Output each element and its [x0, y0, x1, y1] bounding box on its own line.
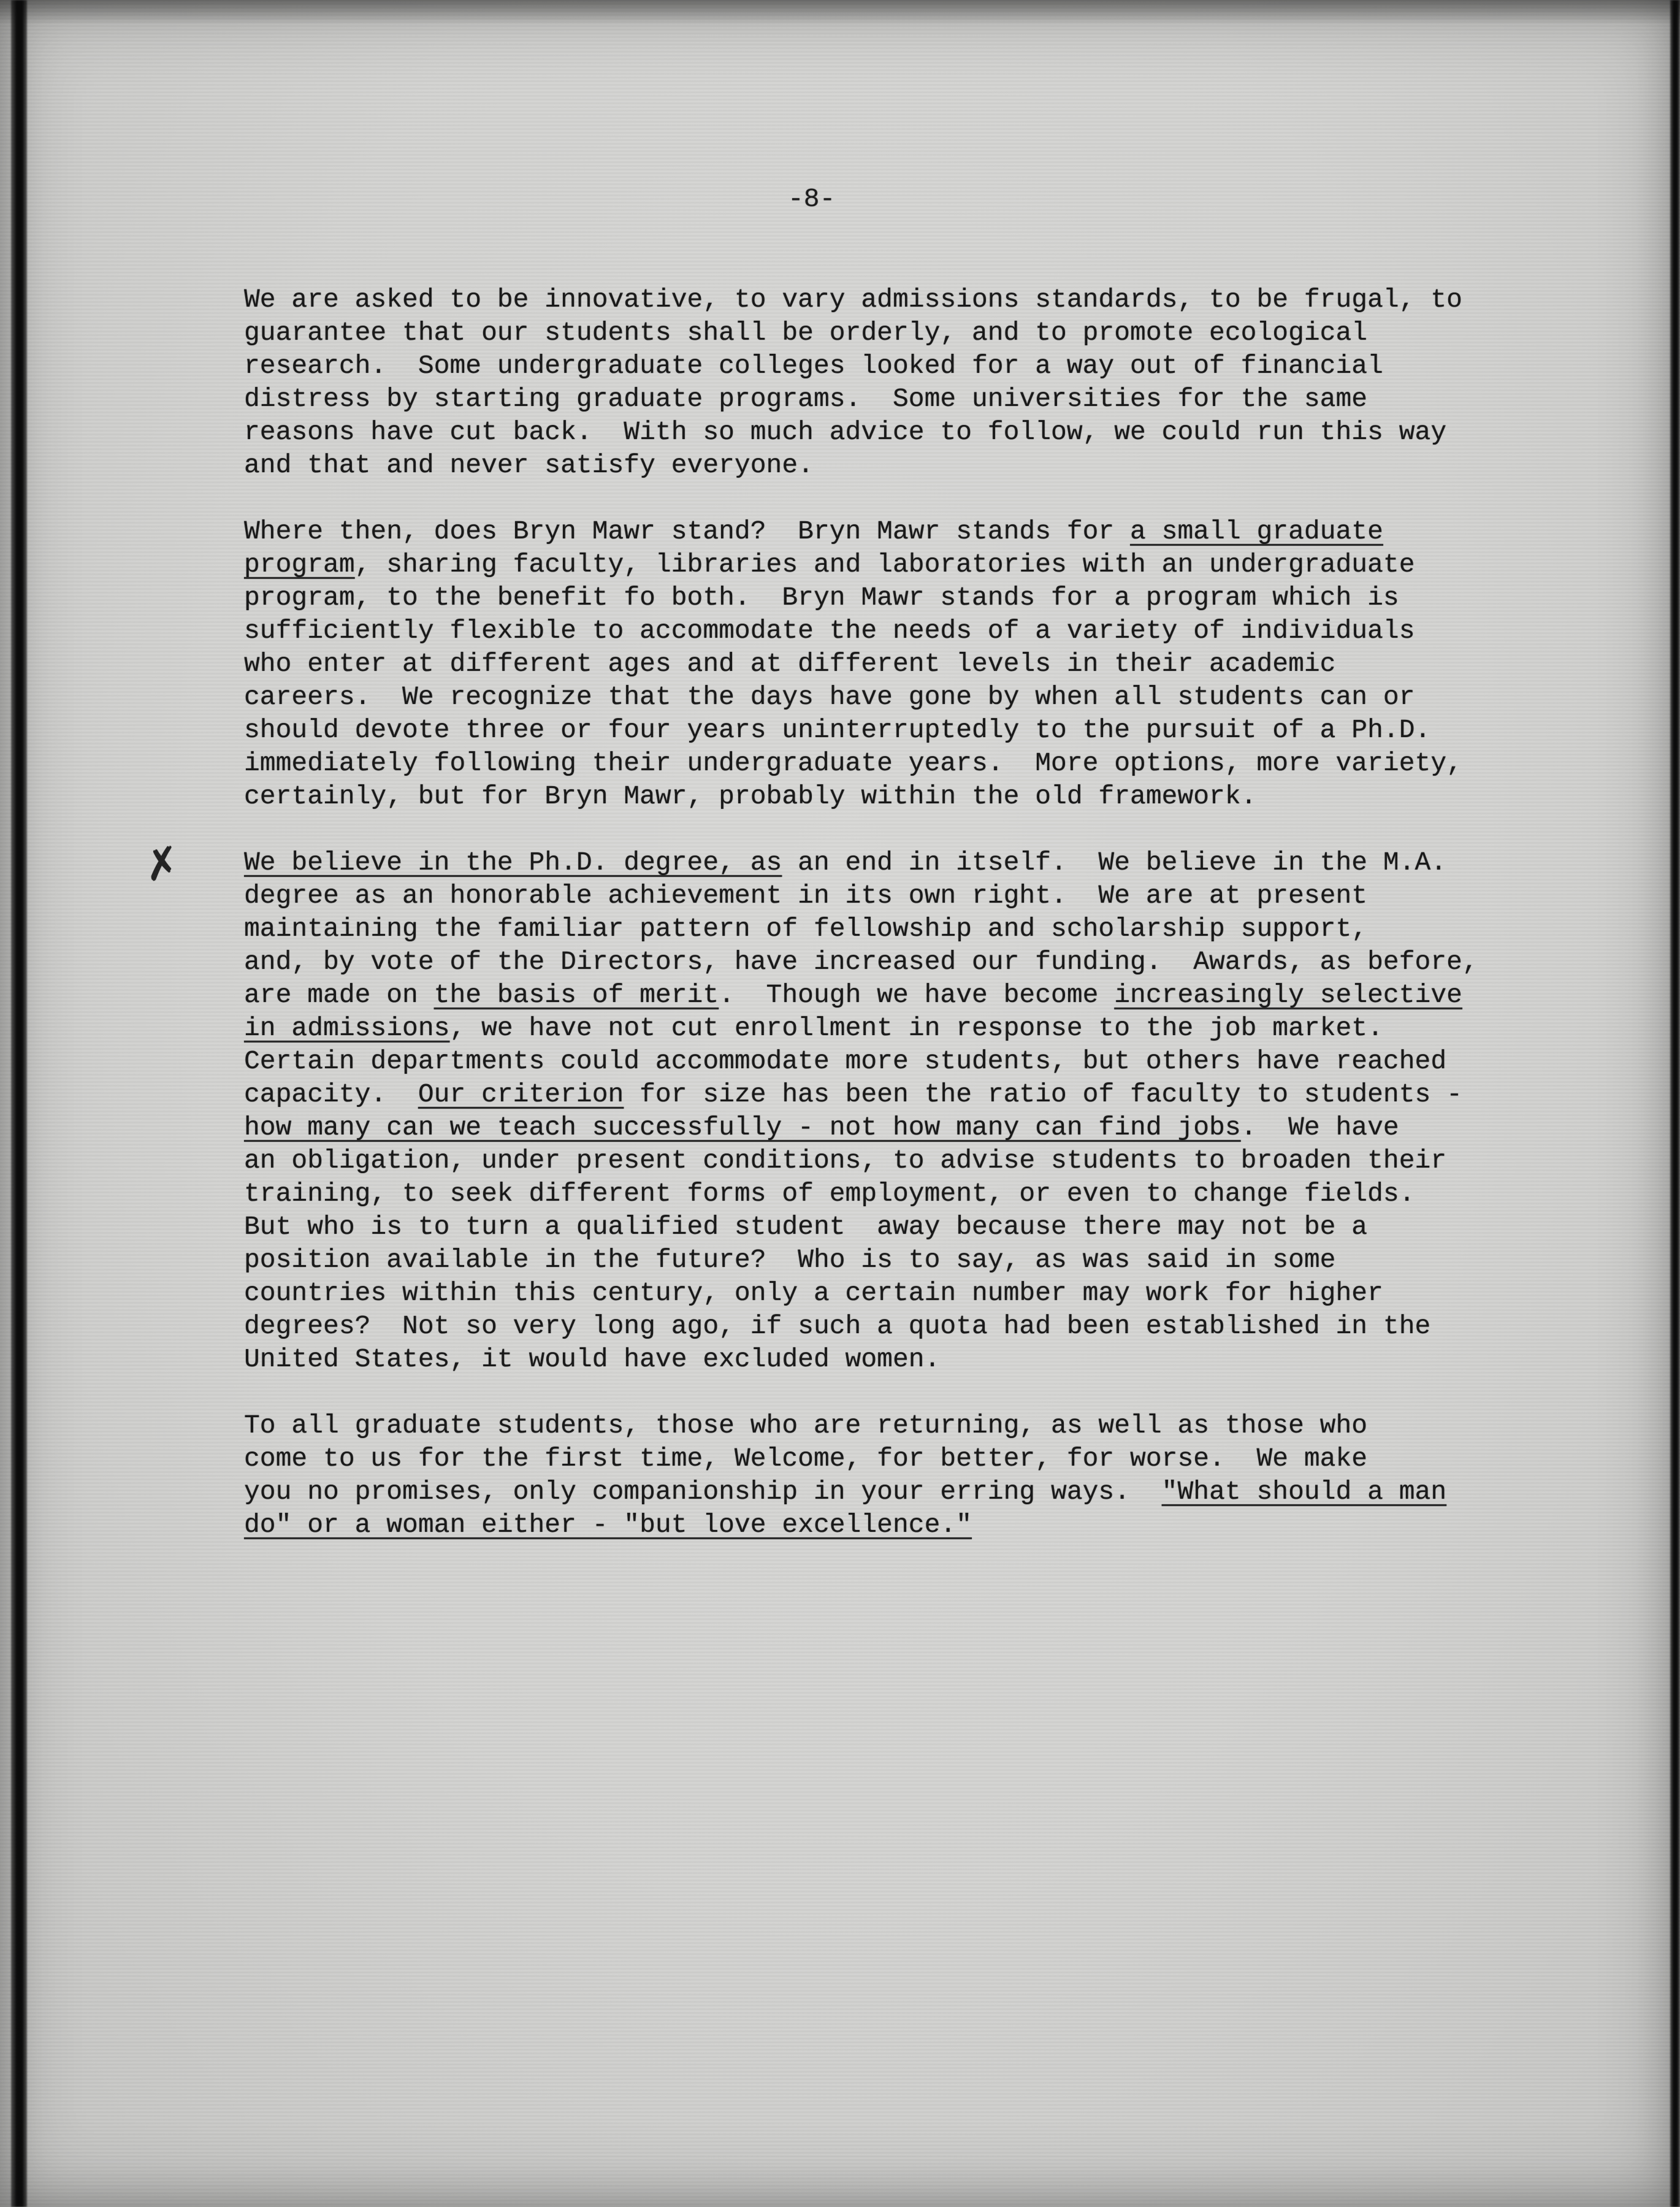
text-line — [244, 548, 1532, 581]
text-segment: . We have — [1240, 1112, 1399, 1142]
text-segment: certainly, but for Bryn Mawr, probably within the old framework. — [244, 781, 1257, 811]
text-line — [244, 912, 1532, 946]
underlined-text: program — [244, 549, 355, 579]
text-segment: and, by vote of the Directors, have increased our funding. Awards, as before, — [244, 947, 1478, 977]
text-line — [244, 1244, 1532, 1277]
text-segment: immediately following their undergraduate years. More options, more variety, — [244, 748, 1462, 778]
paragraph — [244, 283, 1532, 482]
text-line — [244, 1442, 1532, 1475]
text-line — [244, 747, 1532, 780]
text-segment: , sharing faculty, libraries and laboratories with an undergraduate — [354, 549, 1415, 579]
text-line — [244, 1211, 1532, 1244]
text-segment: United States, it would have excluded women. — [244, 1344, 941, 1374]
text-segment: you no promises, only companionship in your erring ways. — [244, 1477, 1162, 1507]
text-segment: reasons have cut back. With so much advice to follow, we could run this way — [244, 417, 1447, 447]
text-segment: training, to seek different forms of employment, or even to change fields. — [244, 1179, 1415, 1209]
text-segment: should devote three or four years uninterruptedly to the pursuit of a Ph.D. — [244, 715, 1431, 745]
text-line — [244, 1475, 1532, 1509]
text-line — [244, 1409, 1532, 1442]
underlined-text: a small graduate — [1130, 516, 1383, 546]
text-line — [244, 416, 1532, 449]
handwritten-x-mark: ✗ — [140, 836, 185, 892]
text-segment: degree as an honorable achievement in its own right. We are at present — [244, 881, 1368, 911]
text-segment: To all graduate students, those who are returning, as well as those who — [244, 1410, 1368, 1440]
page-number: -8- — [788, 184, 836, 214]
underlined-text: "What should a man — [1161, 1477, 1447, 1507]
text-segment: , we have not cut enrollment in response to the job market. — [449, 1013, 1383, 1043]
paragraph — [244, 1409, 1532, 1542]
underlined-text: Our criterion — [418, 1079, 624, 1109]
text-segment: sufficiently flexible to accommodate the needs of a variety of individuals — [244, 616, 1415, 646]
text-segment: capacity. — [244, 1079, 418, 1109]
text-segment: an obligation, under present conditions, to advise students to broaden their — [244, 1146, 1447, 1176]
text-segment: and that and never satisfy everyone. — [244, 450, 814, 480]
text-line — [244, 714, 1532, 747]
text-segment: an end in itself. We believe in the M.A. — [782, 847, 1447, 878]
text-line — [244, 614, 1532, 648]
text-line — [244, 449, 1532, 482]
scan-edge-left — [11, 0, 27, 2207]
text-line — [244, 1343, 1532, 1376]
text-segment: Certain departments could accommodate more students, but others have reached — [244, 1046, 1447, 1076]
text-segment: program, to the benefit fo both. Bryn Mawr stands for a program which is — [244, 583, 1399, 613]
text-line — [244, 681, 1532, 714]
text-line — [244, 1144, 1532, 1177]
text-segment: careers. We recognize that the days have gone by when all students can or — [244, 682, 1415, 712]
text-segment: But who is to turn a qualified student away because there may not be a — [244, 1212, 1368, 1242]
document-body — [244, 283, 1532, 1575]
text-line — [244, 283, 1532, 316]
text-segment: position available in the future? Who is to say, as was said in some — [244, 1245, 1336, 1275]
underlined-text: in admissions — [244, 1013, 450, 1043]
paragraph — [244, 846, 1532, 1376]
text-segment: for size has been the ratio of faculty to students - — [624, 1079, 1462, 1109]
text-line — [244, 350, 1532, 383]
text-segment: research. Some undergraduate colleges looked for a way out of financial — [244, 351, 1383, 381]
text-line — [244, 1012, 1532, 1045]
text-line — [244, 846, 1532, 879]
text-line — [244, 1310, 1532, 1343]
text-segment: come to us for the first time, Welcome, for better, for worse. We make — [244, 1444, 1368, 1474]
text-segment: guarantee that our students shall be orderly, and to promote ecological — [244, 318, 1368, 348]
text-line — [244, 1509, 1532, 1542]
underlined-text: how many can we teach successfully - not how many can find jobs — [244, 1112, 1241, 1142]
paragraph — [244, 515, 1532, 813]
text-segment: countries within this century, only a certain number may work for higher — [244, 1278, 1383, 1308]
text-line — [244, 1111, 1532, 1144]
text-line — [244, 316, 1532, 350]
text-line — [244, 383, 1532, 416]
text-segment: Where then, does Bryn Mawr stand? Bryn Mawr stands for — [244, 516, 1131, 546]
text-segment: who enter at different ages and at different levels in their academic — [244, 649, 1336, 679]
text-segment: distress by starting graduate programs. Some universities for the same — [244, 384, 1368, 414]
text-line — [244, 1045, 1532, 1078]
text-line — [244, 581, 1532, 614]
underlined-text: We believe in the Ph.D. degree, as — [244, 847, 782, 878]
text-segment: maintaining the familiar pattern of fellowship and scholarship support, — [244, 914, 1368, 944]
text-segment: We are asked to be innovative, to vary admissions standards, to be frugal, to — [244, 285, 1462, 315]
text-line — [244, 1177, 1532, 1211]
text-segment: degrees? Not so very long ago, if such a quota had been established in the — [244, 1311, 1431, 1341]
text-line — [244, 946, 1532, 979]
scan-top-shadow — [0, 0, 1680, 25]
underlined-text: do" or a woman either - "but love excellence." — [244, 1510, 972, 1540]
underlined-text: the basis of merit — [433, 980, 719, 1010]
underlined-text: increasingly selective — [1114, 980, 1462, 1010]
text-line — [244, 979, 1532, 1012]
text-segment: are made on — [244, 980, 434, 1010]
text-line — [244, 780, 1532, 813]
text-line — [244, 515, 1532, 548]
text-line — [244, 648, 1532, 681]
text-line — [244, 1078, 1532, 1111]
text-segment: . Though we have become — [719, 980, 1115, 1010]
text-line — [244, 1277, 1532, 1310]
scan-edge-right — [1670, 0, 1680, 2207]
text-line — [244, 879, 1532, 912]
